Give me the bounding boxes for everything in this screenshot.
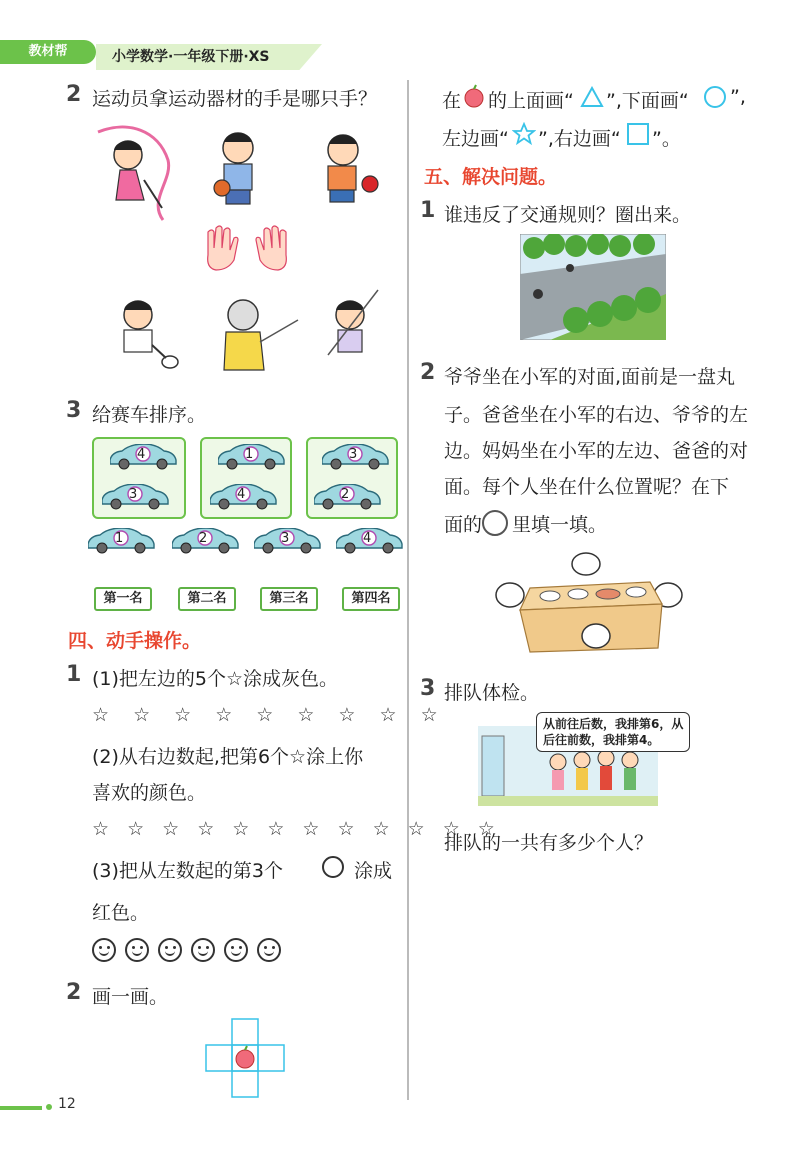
traffic-scene-image xyxy=(520,234,666,340)
question-text: 给赛车排序。 xyxy=(92,404,207,426)
instruction-text: 在 xyxy=(442,90,462,112)
circle-icon xyxy=(702,84,728,110)
smiley-row xyxy=(92,938,290,966)
car-number: 4 xyxy=(137,447,146,462)
question-number: 2 xyxy=(66,980,82,1005)
instruction-text: (2)从右边数起,把第6个☆涂上你 xyxy=(92,746,364,768)
footer-bar xyxy=(0,1106,42,1110)
drawing-grid xyxy=(205,1018,285,1098)
instruction-text: (3)把从左数起的第3个 xyxy=(92,860,284,882)
star-row: ☆ ☆ ☆ ☆ ☆ ☆ ☆ ☆ ☆ xyxy=(92,704,447,726)
instruction-text: 的上面画“ xyxy=(488,90,574,112)
question-number: 1 xyxy=(420,198,436,223)
brand-tag: 教材帮 xyxy=(0,40,96,64)
car-number: 4 xyxy=(237,487,246,502)
question-text: 谁违反了交通规则？圈出来。 xyxy=(444,204,692,226)
instruction-text: 左边画“ xyxy=(442,128,509,150)
instruction-text: ”, xyxy=(730,86,746,108)
smiley-icon xyxy=(158,938,182,962)
footer-dot xyxy=(46,1104,52,1110)
triangle-icon xyxy=(580,86,604,108)
car-number: 1 xyxy=(245,447,254,462)
star-row: ☆ ☆ ☆ ☆ ☆ ☆ ☆ ☆ ☆ ☆ ☆ ☆ xyxy=(92,818,501,840)
car-number: 2 xyxy=(199,531,208,546)
question-text: 排队的一共有多少个人？ xyxy=(444,832,654,854)
question-number: 2 xyxy=(66,82,82,107)
question-text: 运动员拿运动器材的手是哪只手？ xyxy=(92,88,378,110)
question-text: 子。爸爸坐在小军的右边、爷爷的左 xyxy=(444,404,749,426)
question-text: 里填一填。 xyxy=(512,514,608,536)
instruction-text: (1)把左边的5个☆涂成灰色。 xyxy=(92,668,339,690)
dining-table-image[interactable] xyxy=(490,548,690,660)
instruction-text: ”。 xyxy=(652,128,681,150)
question-number: 3 xyxy=(66,398,82,423)
car-number: 1 xyxy=(115,531,124,546)
page-number: 12 xyxy=(58,1096,76,1112)
instruction-text: ”,右边画“ xyxy=(538,128,621,150)
rank-label: 第一名 xyxy=(94,587,152,611)
apple-icon xyxy=(462,84,486,108)
rank-label: 第二名 xyxy=(178,587,236,611)
section-heading: 四、动手操作。 xyxy=(68,630,202,652)
seat-top xyxy=(572,553,600,575)
seat-left xyxy=(496,583,524,607)
speech-line: 从前往后数，我排第6，从 xyxy=(543,717,684,731)
speech-bubble xyxy=(536,712,690,752)
speech-line: 后往前数，我排第4。 xyxy=(543,733,660,747)
answer-circle xyxy=(482,510,508,536)
square-icon xyxy=(626,122,650,146)
car-number: 4 xyxy=(363,531,372,546)
car-number: 3 xyxy=(281,531,290,546)
question-text: 边。妈妈坐在小军的左边、爸爸的对 xyxy=(444,440,749,462)
question-text: 排队体检。 xyxy=(444,682,540,704)
section-heading: 五、解决问题。 xyxy=(424,166,558,188)
question-text: 面。每个人坐在什么位置呢？在下 xyxy=(444,476,730,498)
question-text: 爷爷坐在小军的对面,面前是一盘丸 xyxy=(444,366,736,388)
header-title: 小学数学·一年级下册·XS xyxy=(112,49,270,65)
smiley-icon xyxy=(224,938,248,962)
question-text: 面的 xyxy=(444,514,483,536)
car-number: 2 xyxy=(341,487,350,502)
smiley-icon xyxy=(257,938,281,962)
question-number: 3 xyxy=(420,676,436,701)
question-number: 1 xyxy=(66,662,82,687)
instruction-text: 喜欢的颜色。 xyxy=(92,782,207,804)
instruction-text: 红色。 xyxy=(92,902,150,924)
instruction-text: ”,下面画“ xyxy=(606,90,689,112)
instruction-text: 涂成 xyxy=(354,860,393,882)
smiley-icon xyxy=(322,856,344,878)
rank-label: 第三名 xyxy=(260,587,318,611)
smiley-icon xyxy=(125,938,149,962)
star-icon xyxy=(512,122,536,146)
rank-label: 第四名 xyxy=(342,587,400,611)
instruction-text: 画一画。 xyxy=(92,986,169,1008)
car-number: 3 xyxy=(349,447,358,462)
question-number: 2 xyxy=(420,360,436,385)
smiley-icon xyxy=(92,938,116,962)
car-number: 3 xyxy=(129,487,138,502)
smiley-icon xyxy=(191,938,215,962)
seat-bottom xyxy=(582,624,610,648)
